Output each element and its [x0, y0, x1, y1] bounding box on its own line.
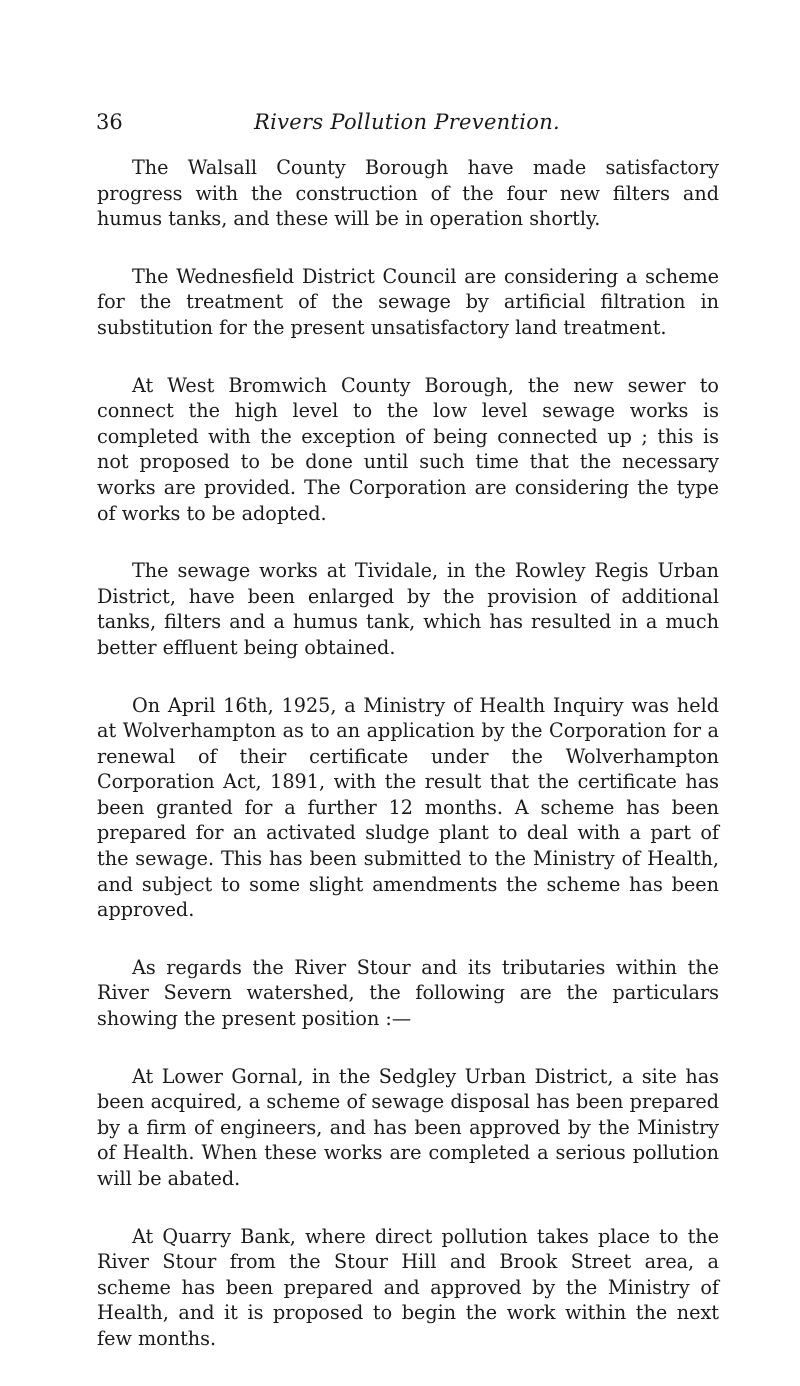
paragraph-tividale: The sewage works at Tividale, in the Rowley Regis Urban District, have been enlarged by the provision of additional tanks, filters and a humus tank, which has resulted in a much better effluent being obtained.: [97, 559, 719, 659]
running-head: [96, 110, 716, 140]
paragraph-river-stour: As regards the River Stour and its tributaries within the River Severn watershed, the following are the particulars showing the present position :—: [97, 955, 719, 1031]
paragraph-wolverhampton: On April 16th, 1925, a Ministry of Health Inquiry was held at Wolverhampton as to an application by the Corporation for a renewal of their certificate under the Wolverhampton Corporation Act, 1891, with the result that the certificate has been granted for a further 12 months. A scheme has been prepared for an activated sludge plant to deal with a part of the sewage. This has been submitted to the Ministry of Health, and subject to some slight amendments the scheme has been approved.: [97, 693, 719, 922]
page-number: 36: [96, 110, 123, 134]
paragraph-quarry-bank: At Quarry Bank, where direct pollution takes place to the River Stour from the Stour Hill and Brook Street area, a scheme has been prepared and approved by the Ministry of Health, and it is proposed to begin the work within the next few months.: [97, 1224, 719, 1350]
body-text: [97, 155, 719, 1384]
paragraph-west-bromwich: At West Bromwich County Borough, the new sewer to connect the high level to the low level sewage works is completed with the exception of being connected up ; this is not proposed to be done until such time that the necessary works are provided. The Corporation are considering the type of works to be adopted.: [97, 373, 719, 525]
paragraph-wednesfield: The Wednesfield District Council are considering a scheme for the treatment of the sewage by artificial filtration in substitution for the present unsatisfactory land treatment.: [97, 264, 719, 339]
paragraph-lower-gornal: At Lower Gornal, in the Sedgley Urban District, a site has been acquired, a scheme of sewage disposal has been prepared by a firm of engineers, and has been approved by the Ministry of Health. When these works are completed a serious pollution will be abated.: [97, 1064, 719, 1190]
running-title: Rivers Pollution Prevention.: [254, 110, 560, 134]
paragraph-walsall: The Walsall County Borough have made satisfactory progress with the construction of the four new filters and humus tanks, and these will be in operation shortly.: [97, 156, 719, 231]
